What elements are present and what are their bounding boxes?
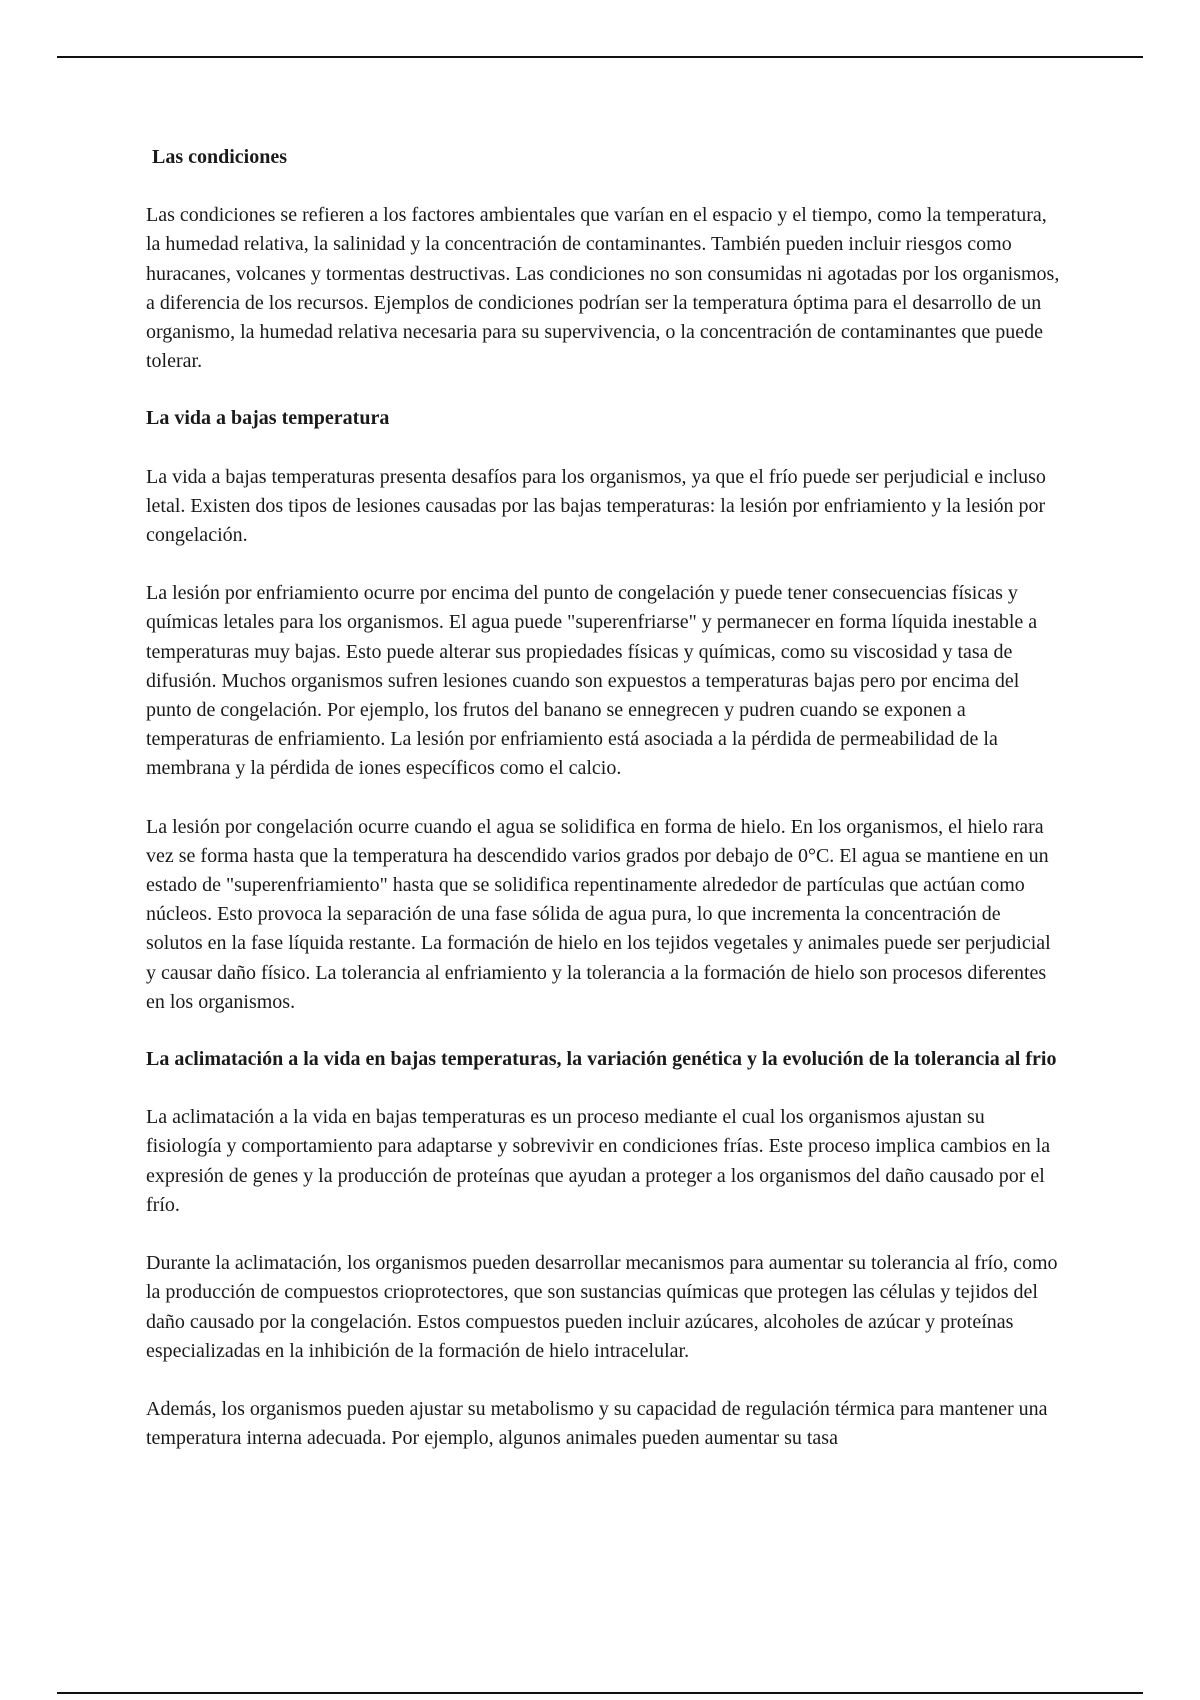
section-heading: Las condiciones [152, 146, 288, 168]
section-heading: La vida a bajas temperatura [146, 407, 390, 430]
document-body [146, 143, 1061, 1453]
paragraph: La aclimatación a la vida en bajas temperaturas es un proceso mediante el cual los organismos ajustan su fisiología y comportamiento para adaptarse y sobrevivir en condiciones frías. Este proceso implica cambios en la expresión de genes y la producción de proteínas que ayudan a proteger a los organismos del daño causado por el frío. [146, 1106, 1051, 1216]
paragraph: La lesión por enfriamiento ocurre por encima del punto de congelación y puede tener consecuencias físicas y químicas letales para los organismos. El agua puede "superenfriarse" y permanecer en forma líquida inestable a temperaturas muy bajas. Esto puede alterar sus propiedades físicas y químicas, como su viscosidad y tasa de difusión. Muchos organismos sufren lesiones cuando son expuestos a temperaturas bajas pero por encima del punto de congelación. Por ejemplo, los frutos del banano se ennegrecen y pudren cuando se exponen a temperaturas de enfriamiento. La lesión por enfriamiento está asociada a la pérdida de permeabilidad de la membrana y la pérdida de iones específicos como el calcio. [146, 582, 1038, 780]
paragraph: La vida a bajas temperaturas presenta desafíos para los organismos, ya que el frío puede ser perjudicial e incluso letal. Existen dos tipos de lesiones causadas por las bajas temperaturas: la lesión por enfriamiento y la lesión por congelación. [146, 465, 1046, 547]
paragraph: Las condiciones se refieren a los factores ambientales que varían en el espacio y el tiempo, como la temperatura, la humedad relativa, la salinidad y la concentración de contaminantes. También pueden incluir riesgos como huracanes, volcanes y tormentas destructivas. Las condiciones no son consumidas ni agotadas por los organismos, a diferencia de los recursos. Ejemplos de condiciones podrían ser la temperatura óptima para el desarrollo de un organismo, la humedad relativa necesaria para su supervivencia, o la concentración de contaminantes que puede tolerar. [146, 204, 1060, 373]
paragraph: Además, los organismos pueden ajustar su metabolismo y su capacidad de regulación térmica para mantener una temperatura interna adecuada. Por ejemplo, algunos animales pueden aumentar su tasa [146, 1397, 1048, 1450]
section-heading: La aclimatación a la vida en bajas temperaturas, la variación genética y la evolución de la tolerancia al frio [146, 1048, 1057, 1071]
top-rule [57, 56, 1143, 58]
bottom-rule [57, 1692, 1143, 1694]
paragraph: Durante la aclimatación, los organismos pueden desarrollar mecanismos para aumentar su tolerancia al frío, como la producción de compuestos crioprotectores, que son sustancias químicas que protegen las células y tejidos del daño causado por la congelación. Estos compuestos pueden incluir azúcares, alcoholes de azúcar y proteínas especializadas en la inhibición de la formación de hielo intracelular. [146, 1252, 1058, 1362]
paragraph: La lesión por congelación ocurre cuando el agua se solidifica en forma de hielo. En los organismos, el hielo rara vez se forma hasta que la temperatura ha descendido varios grados por debajo de 0°C. El agua se mantiene en un estado de "superenfriamiento" hasta que se solidifica repentinamente alrededor de partículas que actúan como núcleos. Esto provoca la separación de una fase sólida de agua pura, lo que incrementa la concentración de solutos en la fase líquida restante. La formación de hielo en los tejidos vegetales y animales puede ser perjudicial y causar daño físico. La tolerancia al enfriamiento y la tolerancia a la formación de hielo son procesos diferentes en los organismos. [146, 815, 1051, 1013]
